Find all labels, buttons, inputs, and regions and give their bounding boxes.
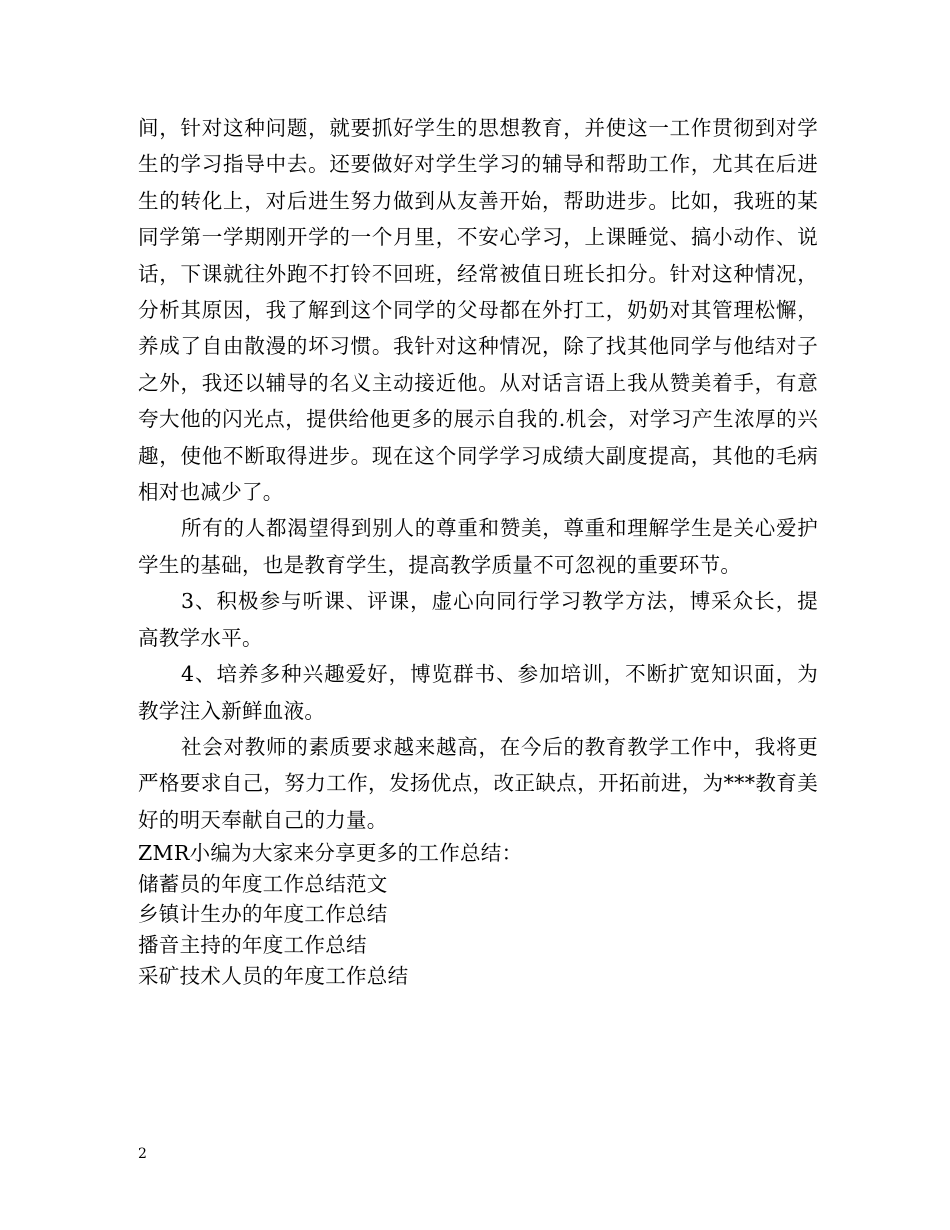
related-section xyxy=(138,838,818,992)
paragraph-1: 间，针对这种问题，就要抓好学生的思想教育，并使这一工作贯彻到对学生的学习指导中去。还要做好对学生学习的辅导和帮助工作，尤其在后进生的转化上，对后进生努力做到从友善开始，帮助进步。比如，我班的某同学第一学期刚开学的一个月里，不安心学习，上课睡觉、搞小动作、说话，下课就往外跑不打铃不回班，经常被值日班长扣分。针对这种情况，分析其原因，我了解到这个同学的父母都在外打工，奶奶对其管理松懈，养成了自由散漫的坏习惯。我针对这种情况，除了找其他同学与他结对子之外，我还以辅导的名义主动接近他。从对话言语上我从赞美着手，有意夸大他的闪光点，提供给他更多的展示自我的.机会，对学习产生浓厚的兴趣，使他不断取得进步。现在这个同学学习成绩大副度提高，其他的毛病相对也减少了。 xyxy=(138,116,818,505)
related-link[interactable]: 乡镇计生办的年度工作总结 xyxy=(138,902,388,927)
paragraph-4: 4、培养多种兴趣爱好，博览群书、参加培训，不断扩宽知识面，为教学注入新鲜血液。 xyxy=(138,662,818,723)
related-link[interactable]: 播音主持的年度工作总结 xyxy=(138,933,367,958)
related-link[interactable]: 储蓄员的年度工作总结范文 xyxy=(138,871,388,896)
paragraph-2: 所有的人都渴望得到别人的尊重和赞美，尊重和理解学生是关心爱护学生的基础，也是教育学生，提高教学质量不可忽视的重要环节。 xyxy=(138,516,818,577)
paragraph-5: 社会对教师的素质要求越来越高，在今后的教育教学工作中，我将更严格要求自己，努力工作，发扬优点，改正缺点，开拓前进，为***教育美好的明天奉献自己的力量。 xyxy=(138,734,818,832)
page-number: 2 xyxy=(138,1146,147,1162)
related-link[interactable]: 采矿技术人员的年度工作总结 xyxy=(138,963,409,988)
paragraph-3: 3、积极参与听课、评课，虚心向同行学习教学方法，博采众长，提高教学水平。 xyxy=(138,589,818,650)
share-intro: ZMR小编为大家来分享更多的工作总结： xyxy=(138,841,523,865)
document-body xyxy=(138,110,818,838)
